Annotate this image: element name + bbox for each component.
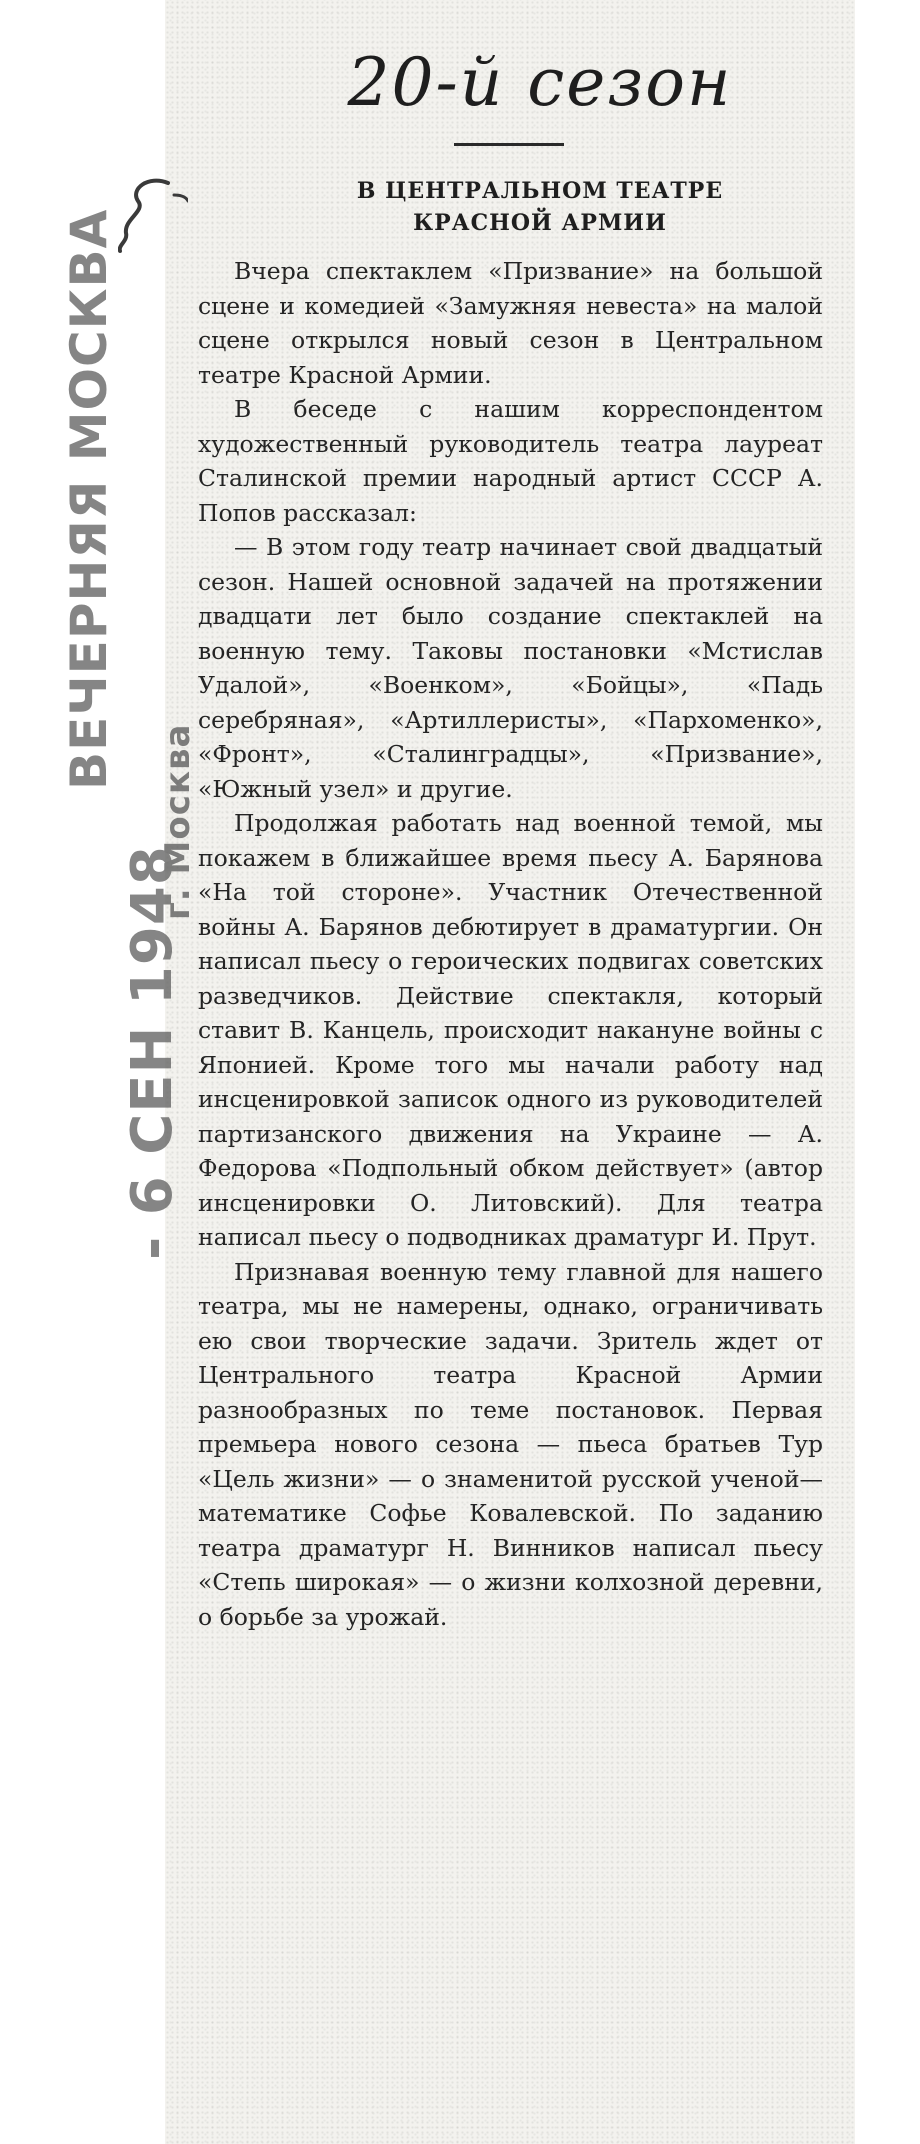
article-paragraph: — В этом году театр начинает свой двадцатый сезон. Нашей основной задачей на протяжении двадцати лет было создание спектаклей на военную тему. Таковы постановки «Мстислав Удалой», «Военком», «Бойцы», «Падь серебряная», «Артиллеристы», «Пархоменко», «Фронт», «Сталинградцы», «Призвание», «Южный узел» и другие.	[198, 533, 823, 803]
article-subheading	[260, 175, 820, 239]
stamp-publication: ВЕЧЕРНЯЯ МОСКВА	[60, 208, 118, 790]
pencil-mark-icon	[118, 175, 188, 255]
subheading-line-1: В ЦЕНТРАЛЬНОМ ТЕАТРЕ	[356, 178, 724, 204]
article-paragraph: В беседе с нашим корреспондентом художественный руководитель театра лауреат Сталинской премии народный артист СССР А. Попов рассказал:	[198, 395, 823, 527]
subheading-line-2: КРАСНОЙ АРМИИ	[413, 210, 667, 236]
article-paragraph: Признавая военную тему главной для нашего театра, мы не намерены, однако, ограничивать ею свои творческие задачи. Зритель ждет от Центрального театра Красной Армии разнообразных по теме постановок. Первая премьера нового сезона — пьеса братьев Тур «Цель жизни» — о знаменитой русской ученой—математике Софье Ковалевской. По заданию театра драматург Н. Винников написал пьесу «Степь широкая» — о жизни колхозной деревни, о борьбе за урожай.	[198, 1257, 823, 1631]
article-paragraph: Вчера спектаклем «Призвание» на большой сцене и комедией «Замужняя невеста» на малой сцене открылся новый сезон в Центральном театре Красной Армии.	[198, 257, 823, 389]
heading-divider	[454, 143, 564, 146]
stamp-date: - 6 СЕН 1948	[120, 845, 185, 1260]
article-heading: 20-й сезон	[347, 44, 733, 121]
stamp-city: г. Москва	[158, 723, 198, 920]
article-paragraph: Продолжая работать над военной темой, мы покажем в ближайшее время пьесу А. Барянова «На той стороне». Участник Отечественной войны А. Барянов дебютирует в драматургии. Он написал пьесу о героических подвигах советских разведчиков. Действие спектакля, который ставит В. Канцель, происходит накануне войны с Японией. Кроме того мы начали работу над инсценировкой записок одного из руководителей партизанского движения на Украине — А. Федорова «Подпольный обком действует» (автор инсценировки О. Литовский). Для театра написал пьесу о подводниках драматург И. Прут.	[198, 809, 823, 1251]
article-body	[198, 254, 823, 1634]
